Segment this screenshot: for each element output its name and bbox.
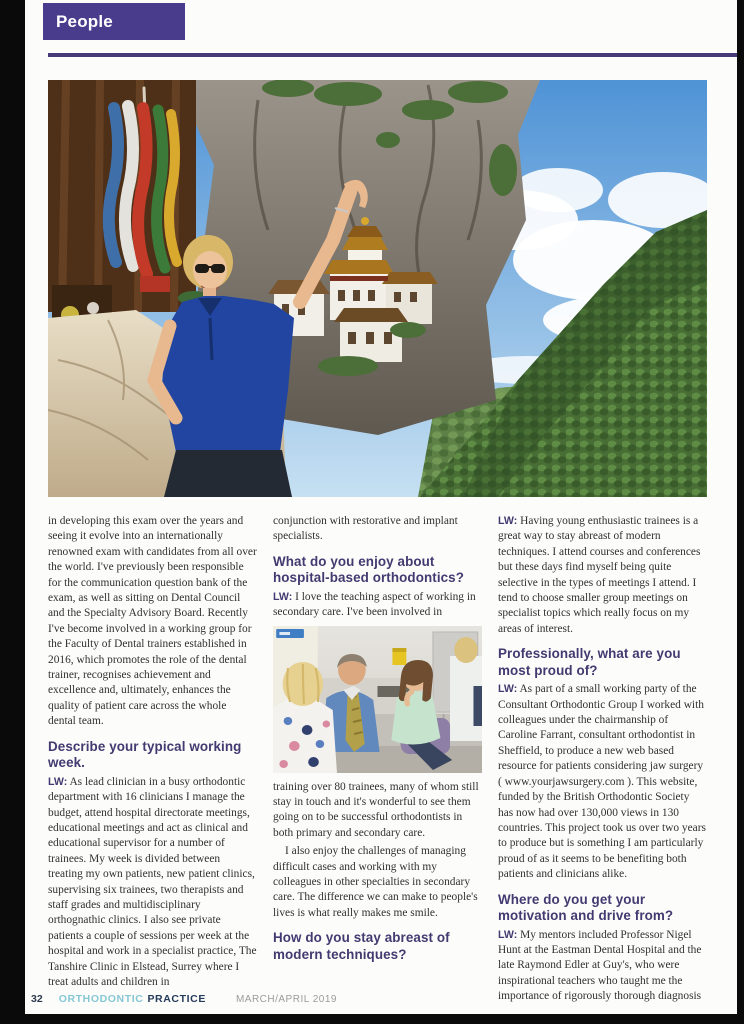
- page-footer: [31, 991, 337, 1007]
- polo-shirt: [162, 296, 294, 452]
- question-heading: How do you stay abreast of modern techniques?: [273, 930, 450, 962]
- question-heading: Describe your typical working week.: [48, 738, 242, 771]
- magazine-name-bold: PRACTICE: [147, 993, 206, 1005]
- paragraph: [48, 514, 257, 730]
- paragraph: [273, 514, 482, 545]
- paragraph-text: Having young enthusiastic trainees is a great way to stay abreast of modern techniques. I attend courses and conferences but these days find myself being quite selective in the types of meetings I attend. I tend to choose smaller group meetings on specialist topics which really focus on my areas of interest.: [498, 515, 701, 635]
- lw-prefix: LW:: [498, 683, 518, 696]
- paragraph: [48, 775, 257, 991]
- paragraph-text: I also enjoy the challenges of managing difficult cases and working with my colleagues in other specialties in secondary care. The difference we can make to people's lives is what really makes me smile.: [273, 845, 478, 919]
- red-canopy: [140, 276, 170, 292]
- column-1: [48, 514, 257, 1008]
- magazine-name-light: ORTHODONTIC: [58, 993, 144, 1005]
- paragraph: [273, 780, 482, 842]
- column-3: [498, 514, 707, 1008]
- sharps-lid: [392, 648, 406, 652]
- assistant-figure: [450, 637, 482, 741]
- lw-prefix: LW:: [273, 590, 293, 603]
- paragraph-text: in developing this exam over the years and seeing it evolve into an internationally renowned exam with candidates from all over the world. I've previously been responsible for the communication question bank of the exam, as well as sitting on Dental Council and the Specialty Advisory Board. Recently I've become involved in a working group for the Faculty of Dental trainers established in 2016, which promotes the role of the dental trainer, recognises achievement and excellence and, ultimately, enhances the quality of patient care across the whole dental team.: [48, 515, 257, 728]
- inline-photo: [273, 626, 482, 773]
- placket: [210, 318, 212, 360]
- question-heading: Where do you get your motivation and drive from?: [498, 891, 674, 924]
- question-heading: What do you enjoy about hospital-based orthodontics?: [273, 553, 465, 586]
- question-heading: Professionally, what are you most proud of?: [498, 646, 681, 678]
- section-label: People: [56, 11, 113, 31]
- paragraph: [273, 844, 482, 921]
- hero-photo: [48, 80, 707, 497]
- paragraph-text: My mentors included Professor Nigel Hunt at the Eastman Dental Hospital and the late Raymond Edler at Guy's, who were inspirational teachers who taught me the importance of rigorously thorough diagnosis: [498, 928, 702, 1003]
- paragraph-text: conjunction with restorative and implant specialists.: [273, 515, 458, 543]
- broadcast-label-text: [279, 632, 290, 635]
- lw-prefix: LW:: [498, 515, 518, 527]
- column-2: [273, 514, 482, 1008]
- paragraph: [498, 682, 707, 882]
- paragraph-text: As lead clinician in a busy orthodontic department with 16 clinicians I manage the budget, attend hospital directorate meetings, educational meetings and act as clinical and educational supervisor for a number of trainees. My week is divided between treating my own patients, new patient clinics, supervising six trainees, two therapists and staff grades and multidisciplinary orthognathic clinics. I also see private patients a couple of sessions per week at the hospital and work in a specialist practice, The Tanshire Clinic in Elstead, Surrey where I treat adults and children in: [48, 775, 257, 988]
- lw-prefix: LW:: [498, 928, 518, 941]
- section-badge: [43, 3, 185, 40]
- paragraph: [273, 590, 482, 621]
- paragraph-text: As part of a small working party of the Consultant Orthodontic Group I worked with colleagues under the chairmanship of Caroline Farrant, consultant orthodontist in Sheffield, to produce a new web based resource for patients considering jaw surgery ( www.yourjawsurgery.com ). This website, funded by the British Orthodontic Society has now had over 130,000 views in 130 countries. This project took us over two years to produce but is something I am particularly proud of as it seems to be benefiting both patients and clinicians alike.: [498, 683, 706, 881]
- hero-photo-illustration: [48, 80, 707, 497]
- magazine-page: [25, 0, 737, 1014]
- paragraph: [498, 928, 707, 1005]
- lw-prefix: LW:: [48, 775, 68, 788]
- paragraph-text: I love the teaching aspect of working in secondary care. I've been involved in: [273, 590, 476, 619]
- issue-date: MARCH/APRIL 2019: [235, 993, 337, 1005]
- paragraph: [498, 514, 707, 637]
- article-columns: [48, 514, 707, 1008]
- page-number: 32: [31, 993, 43, 1005]
- header-rule: [48, 53, 737, 57]
- clinic-photo-illustration: [273, 626, 482, 773]
- paragraph-text: training over 80 trainees, many of whom still stay in touch and it's wonderful to see them going on to be successful orthodontists in both primary and secondary care.: [273, 780, 479, 839]
- trousers: [164, 450, 292, 497]
